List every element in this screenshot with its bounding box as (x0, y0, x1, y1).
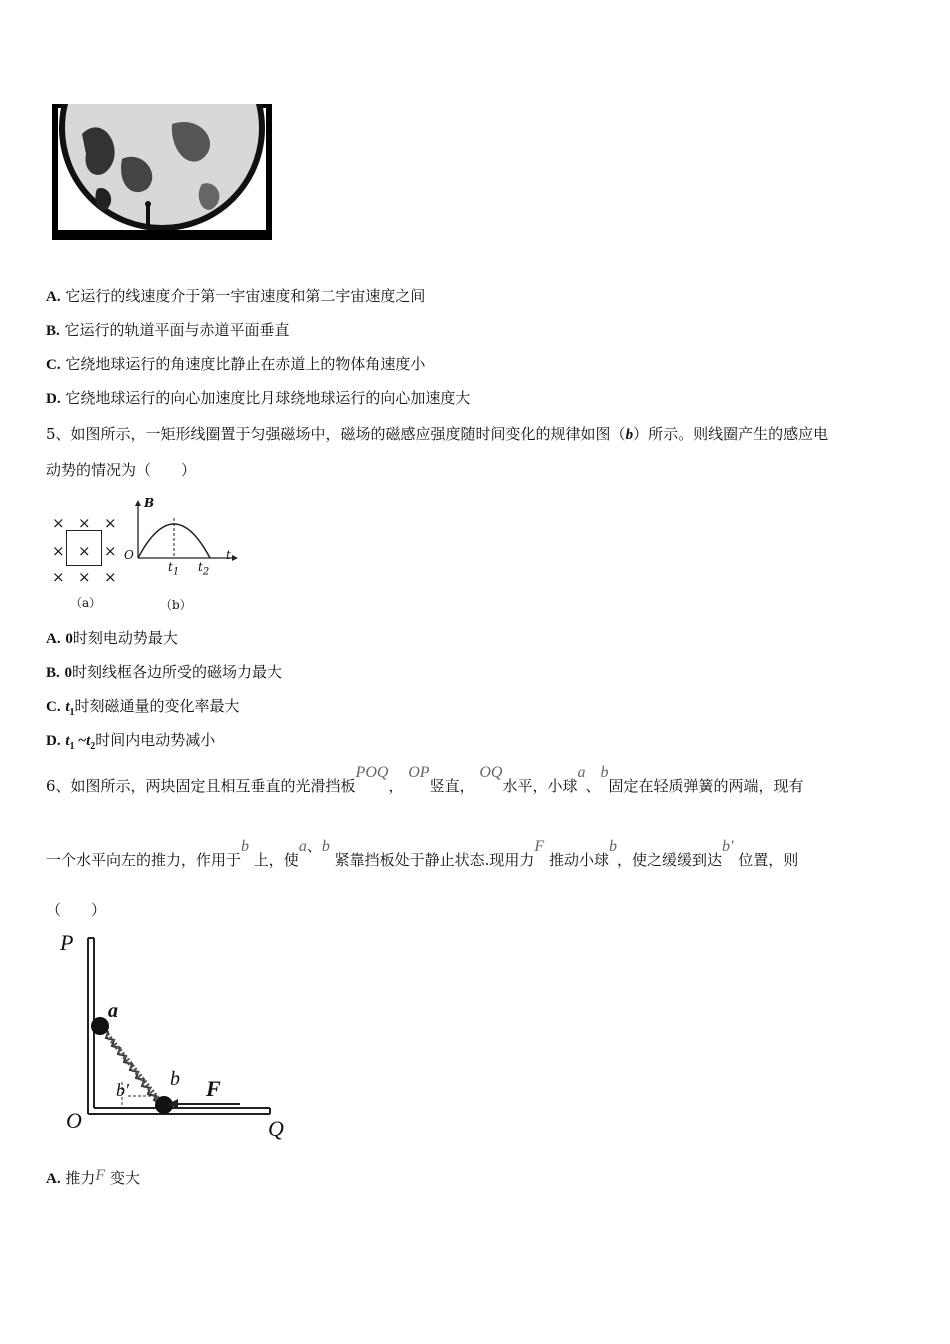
stem-math: b (241, 838, 250, 855)
stem-text: 位置，则 (738, 851, 799, 869)
t-axis-arrow (232, 555, 238, 561)
option-text: 它运行的线速度介于第一宇宙速度和第二宇宙速度之间 (65, 287, 426, 305)
option-var: t (65, 699, 70, 715)
option-math: F (95, 1167, 106, 1184)
option-text: 时刻磁通量的变化率最大 (74, 697, 240, 715)
stem-math: OQ (479, 764, 503, 781)
option-letter: A. (46, 631, 61, 647)
cross-mark: × (52, 568, 65, 586)
q6-stem-line1 (46, 764, 804, 797)
q5-stem-line1 (46, 424, 828, 445)
label-f: F (206, 1076, 221, 1101)
cross-mark: × (104, 542, 117, 560)
option-text: 推力 (65, 1169, 96, 1187)
q6-option-a (46, 1168, 140, 1189)
option-letter: B. (46, 665, 60, 681)
q5-option-b (46, 662, 282, 683)
label-p: P (60, 930, 74, 955)
label-a: （a） (70, 596, 102, 610)
option-sub: 2 (90, 741, 96, 752)
option-sub: 1 (69, 707, 75, 718)
option-var: t (86, 733, 91, 749)
option-sub: 1 (69, 741, 75, 752)
bt-graph (120, 496, 240, 576)
cross-mark: × (78, 568, 91, 586)
q4-option-d (46, 388, 470, 409)
t1-var: t (168, 560, 173, 574)
earth-photo (52, 104, 272, 240)
t2-label (198, 560, 209, 577)
stem-math: b (608, 838, 617, 855)
label-b: （b） (160, 598, 192, 612)
axis-t-label: t (226, 548, 231, 562)
stem-text: ，使之缓缓到达 (616, 851, 722, 869)
option-text: 时刻线框各边所受的磁场力最大 (72, 663, 283, 681)
option-text: 它绕地球运行的向心加速度比月球绕地球运行的向心加速度大 (65, 389, 471, 407)
option-text: 它运行的轨道平面与赤道平面垂直 (64, 321, 290, 339)
label-bprime: b' (116, 1080, 129, 1100)
option-tilde: ~ (74, 733, 87, 749)
option-text: 它绕地球运行的角速度比静止在赤道上的物体角速度小 (65, 355, 426, 373)
q6-stem-line3: （ ） (46, 901, 107, 919)
stem-text: 、 (585, 777, 601, 795)
stem-math: F (534, 838, 545, 855)
stem-math: b' (721, 838, 734, 855)
b-axis-arrow (135, 500, 141, 506)
stem-text: 水平，小球 (502, 777, 578, 795)
label-o: O (66, 1108, 82, 1133)
cross-mark: × (52, 514, 65, 532)
option-letter: C. (46, 357, 61, 373)
stem-var: b (625, 427, 634, 443)
stem-text: 5、如图所示，一矩形线圈置于匀强磁场中，磁场的磁感应强度随时间变化的规律如图（ (46, 425, 626, 443)
origin-label: O (124, 548, 134, 562)
option-text: 时刻电动势最大 (72, 629, 178, 647)
option-letter: B. (46, 323, 60, 339)
cross-mark: × (78, 542, 91, 560)
t2-sub: 2 (202, 566, 210, 578)
stem-math: b (321, 838, 330, 855)
option-text: 时间内电动势减小 (95, 731, 216, 749)
stem-text: 一个水平向左的推力，作用于 (46, 851, 242, 869)
option-letter: A. (46, 1171, 61, 1187)
option-value: 0 (64, 665, 73, 681)
option-letter: A. (46, 289, 61, 305)
axis-b-label: B (144, 496, 155, 510)
ball-a (91, 1017, 109, 1035)
stem-text: 紧靠挡板处于静止状态.现用力 (334, 851, 535, 869)
label-q: Q (268, 1116, 284, 1141)
option-letter: D. (46, 391, 61, 407)
option-var: t (65, 733, 70, 749)
stem-math: POQ (355, 764, 389, 781)
cross-mark: × (104, 514, 117, 532)
option-letter: D. (46, 733, 61, 749)
label-b: b (170, 1068, 180, 1090)
stem-text: 、 (306, 837, 322, 855)
option-text: 变大 (109, 1169, 140, 1187)
cross-mark: × (52, 542, 65, 560)
q5-option-d (46, 730, 215, 757)
stem-text-end: ）所示。则线圈产生的感应电 (633, 425, 829, 443)
q4-option-b (46, 320, 290, 341)
stem-text: 固定在轻质弹簧的两端，现有 (608, 777, 804, 795)
stem-text: 上，使 (253, 851, 299, 869)
q5-stem-line2: 动势的情况为（ ） (46, 461, 197, 479)
q5-option-c (46, 696, 240, 723)
label-a: a (108, 1000, 118, 1022)
stem-math: OP (408, 764, 430, 781)
cross-mark: × (78, 514, 91, 532)
stem-text: 推动小球 (548, 851, 609, 869)
q4-option-c (46, 354, 425, 375)
option-letter: C. (46, 699, 61, 715)
t1-label (168, 560, 179, 577)
t1-sub: 1 (172, 566, 180, 578)
q4-option-a (46, 286, 425, 307)
q5-option-a (46, 628, 178, 649)
stem-math: a (577, 764, 586, 781)
stem-text: 6、如图所示，两块固定且相互垂直的光滑挡板 (46, 777, 356, 795)
stem-text: ， (388, 777, 404, 795)
stem-math: b (600, 764, 609, 781)
stem-math: a (298, 838, 307, 855)
q6-stem-line2 (46, 837, 799, 871)
cross-mark: × (104, 568, 117, 586)
stem-text: 竖直， (429, 777, 475, 795)
spring-figure (58, 930, 298, 1146)
option-value: 0 (65, 631, 73, 647)
t2-var: t (198, 560, 203, 574)
